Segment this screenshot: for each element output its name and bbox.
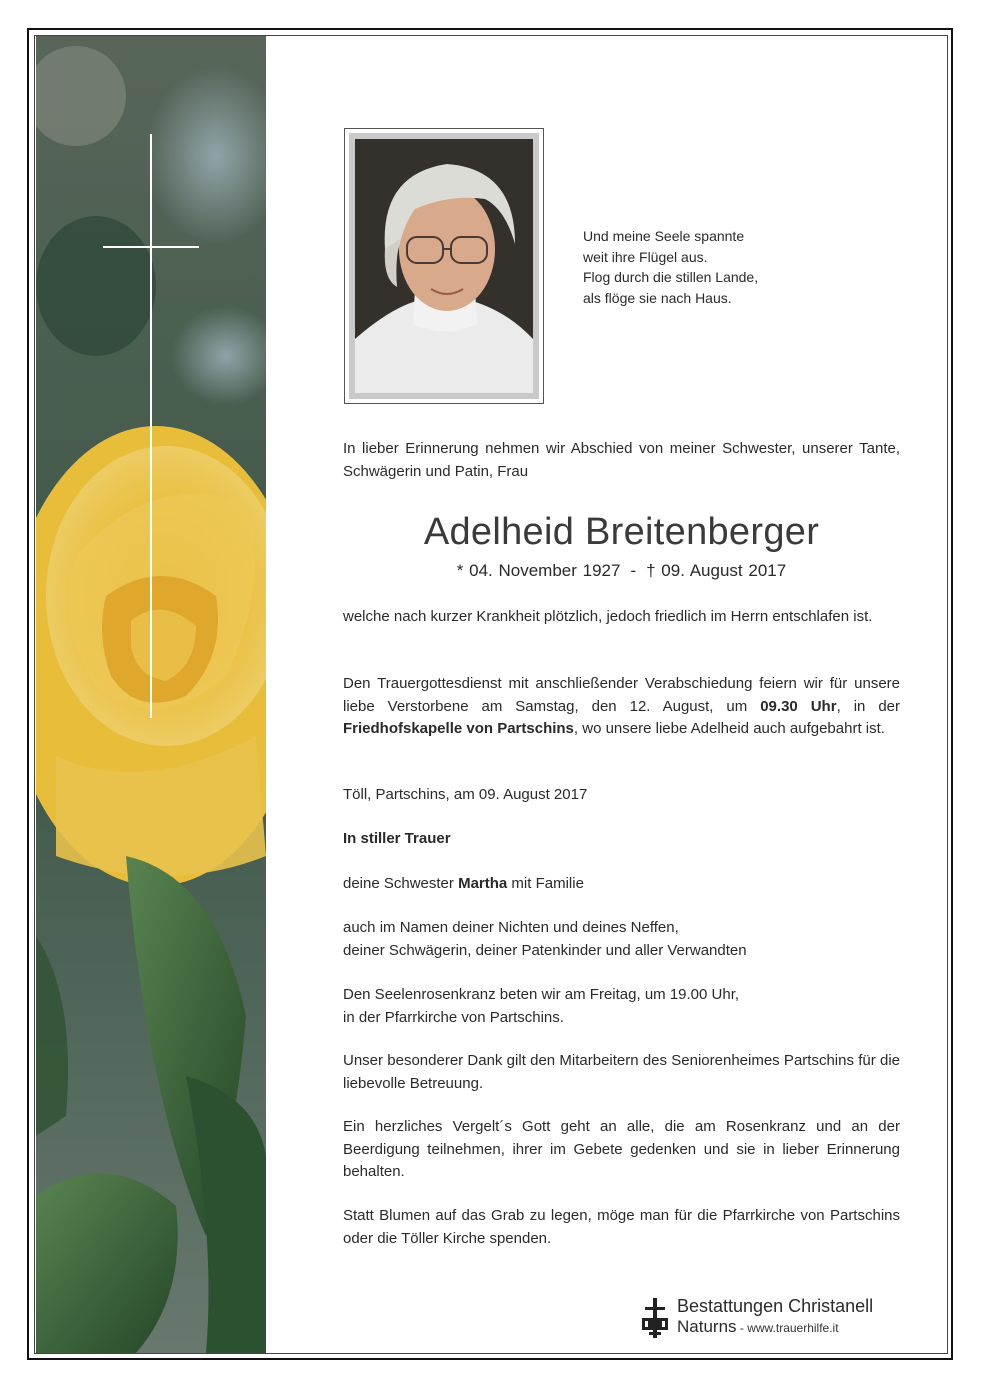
portrait-photo [355, 139, 533, 393]
life-dates [343, 561, 900, 581]
rosary-line: Den Seelenrosenkranz beten wir am Freitag, um 19.00 Uhr, [343, 986, 740, 1003]
donation-text: Statt Blumen auf das Grab zu legen, möge man für die Pfarrkirche von Partschins oder die Töller Kirche spenden. [343, 1207, 900, 1247]
ihs-cross-icon [640, 1298, 670, 1338]
rose-photo-strip [36, 36, 266, 1353]
rosary-line: in der Pfarrkirche von Partschins. [343, 1008, 564, 1026]
family-suffix: mit Familie [507, 875, 584, 892]
mourning-heading-text: In stiller Trauer [343, 830, 451, 847]
poem-line: als flöge sie nach Haus. [583, 289, 732, 306]
service-info [343, 673, 900, 741]
intro-text: In lieber Erinnerung nehmen wir Abschied von meiner Schwester, unserer Tante, Schwägerin und Patin, Frau [343, 440, 900, 480]
rosary-info [343, 984, 900, 1029]
service-location: Friedhofskapelle von Partschins [343, 720, 574, 737]
poem-line: Und meine Seele spannte [583, 228, 745, 244]
portrait-frame [344, 128, 544, 404]
company-place [677, 1317, 839, 1337]
yellow-rose-image [36, 36, 266, 1353]
funeral-home-logo [640, 1296, 902, 1340]
date-separator: - [630, 561, 637, 580]
poem-line: weit ihre Flügel aus. [583, 248, 708, 265]
relatives-line: deiner Schwägerin, deiner Patenkinder und aller Verwandten [343, 941, 747, 959]
service-time: 09.30 Uhr [760, 697, 837, 715]
company-name: Bestattungen Christanell [677, 1296, 874, 1316]
gratitude-text: Ein herzliches Vergelt´s Gott geht an alle, die am Rosenkranz und an der Beerdigung teilnehmen, ihrer im Gebete gedenken und sie in lieber Erinnerung behalten. [343, 1118, 900, 1180]
death-note: welche nach kurzer Krankheit plötzlich, jedoch friedlich im Herrn entschlafen ist. [343, 608, 873, 625]
website-link[interactable]: - www.trauerhilfe.it [736, 1321, 839, 1335]
mourning-heading [343, 828, 900, 851]
birth-date: * 04. November 1927 [456, 561, 621, 580]
service-text: , in der [836, 697, 901, 715]
relatives-line: auch im Namen deiner Nichten und deines Neffen, [343, 919, 679, 936]
poem-line: Flog durch die stillen Lande, [583, 269, 759, 285]
service-text: Den Trauergottesdienst mit anschließender Verabschiedung feiern wir für unsere liebe Verstorbene am Samstag, den 12. August, um [343, 675, 900, 715]
deceased-name: Adelheid Breitenberger [423, 511, 820, 553]
service-text: , wo unsere liebe Adelheid auch aufgebahrt ist. [573, 720, 885, 737]
relatives [343, 917, 900, 962]
poem [583, 226, 903, 308]
place-date: Töll, Partschins, am 09. August 2017 [343, 786, 588, 803]
family-line [343, 873, 900, 896]
place-name: Naturns [677, 1317, 737, 1336]
family-name: Martha [458, 875, 508, 892]
family-prefix: deine Schwester [343, 875, 459, 892]
death-date: † 09. August 2017 [646, 561, 787, 580]
thanks-text: Unser besonderer Dank gilt den Mitarbeitern des Seniorenheimes Partschins für die liebevolle Betreuung. [343, 1052, 900, 1092]
